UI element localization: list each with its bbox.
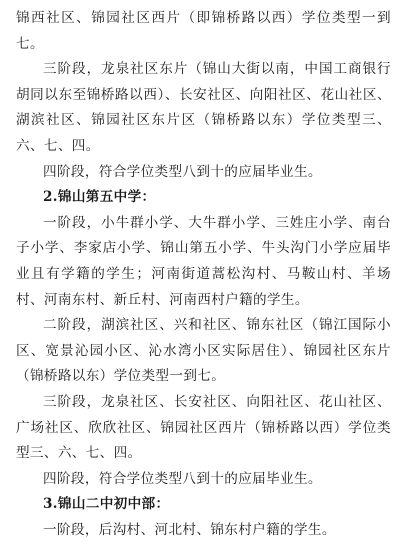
paragraph-stage-two-hubin: 二阶段，湖滨社区、兴和社区、锦东社区（锦江国际小区、宽景沁园小区、沁水湾小区实际居住）、锦园社区东片（锦桥路以东）学位类型一到七。	[16, 317, 391, 385]
section-heading-jinshan-fifth-middle: 2.锦山第五中学：	[43, 189, 156, 206]
paragraph-stage-one-villages: 一阶段，后沟村、河北村、锦东村户籍的学生。	[43, 521, 336, 538]
paragraph-stage-one-primary-schools: 一阶段，小牛群小学、大牛群小学、三姓庄小学、南台子小学、李家店小学、锦山第五小学、牛头沟门小学应届毕业且有学籍的学生；河南街道蒿松沟村、马鞍山村、羊场村、河南东村、新丘村、河南西村户籍的学生。	[16, 214, 391, 308]
paragraph-jinxi-community: 锦西社区、锦园社区西片（即锦桥路以西）学位类型一到七。	[16, 10, 391, 52]
paragraph-stage-four-graduates-2: 四阶段，符合学位类型八到十的应届毕业生。	[43, 470, 322, 487]
paragraph-stage-four-graduates: 四阶段，符合学位类型八到十的应届毕业生。	[43, 163, 322, 180]
paragraph-stage-three-longquan: 三阶段，龙泉社区、长安社区、向阳社区、花山社区、广场社区、欣欣社区、锦园社区西片（锦桥路以西）学位类型三、六、七、四。	[16, 393, 391, 462]
paragraph-stage-three-longquan-east: 三阶段，龙泉社区东片（锦山大街以南，中国工商银行胡同以东至锦桥路以西）、长安社区、向阳社区、花山社区、湖滨社区、锦园社区东片区（锦桥路以东）学位类型三、六、七、四。	[16, 61, 391, 154]
section-heading-jinshan-second-junior: 3.锦山二中初中部：	[43, 496, 170, 513]
